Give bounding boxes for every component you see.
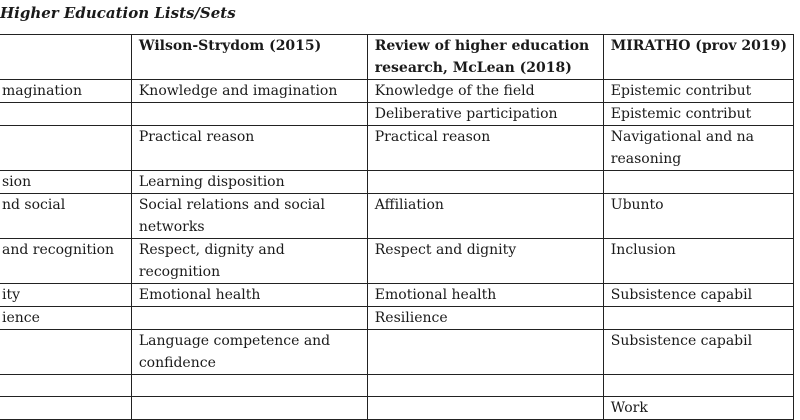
- cell-miratho: [603, 375, 793, 397]
- table-caption: Higher Education Lists/Sets: [0, 4, 236, 22]
- cell-mclean-review: Emotional health: [367, 284, 603, 307]
- cell-mclean-review: Knowledge of the field: [367, 80, 603, 103]
- cell-miratho: Inclusion: [603, 239, 793, 284]
- cell-miratho: Subsistence capabil: [603, 330, 793, 375]
- cell-mclean-review: Deliberative participation: [367, 103, 603, 126]
- table-row: [0, 330, 794, 375]
- cell-col-1: [0, 103, 131, 126]
- table-row: [0, 284, 794, 307]
- cell-mclean-review: Practical reason: [367, 126, 603, 171]
- cell-col-1: sion: [0, 171, 131, 194]
- cell-wilson-strydom: Practical reason: [131, 126, 367, 171]
- cell-wilson-strydom: [131, 375, 367, 397]
- header-mclean-review: Review of higher education research, McLean (2018): [367, 35, 603, 80]
- header-wilson-strydom: Wilson-Strydom (2015): [131, 35, 367, 80]
- cell-wilson-strydom: Language competence and confidence: [131, 330, 367, 375]
- cell-wilson-strydom: [131, 103, 367, 126]
- cell-col-1: [0, 126, 131, 171]
- cell-wilson-strydom: [131, 307, 367, 330]
- header-miratho: MIRATHO (prov 2019): [603, 35, 793, 80]
- cell-miratho: [603, 307, 793, 330]
- table-row: [0, 397, 794, 420]
- table-row: [0, 375, 794, 397]
- table-row: [0, 80, 794, 103]
- cell-miratho: Work: [603, 397, 793, 420]
- table-row: [0, 307, 794, 330]
- header-row: [0, 35, 794, 80]
- cell-wilson-strydom: Social relations and social networks: [131, 194, 367, 239]
- table-row: [0, 239, 794, 284]
- cell-wilson-strydom: Learning disposition: [131, 171, 367, 194]
- cell-col-1: [0, 330, 131, 375]
- capabilities-table: [0, 34, 794, 420]
- cell-mclean-review: [367, 330, 603, 375]
- cell-miratho: Epistemic contribut: [603, 80, 793, 103]
- table-row: [0, 194, 794, 239]
- cell-mclean-review: Respect and dignity: [367, 239, 603, 284]
- cell-col-1: nd social: [0, 194, 131, 239]
- table-row: [0, 171, 794, 194]
- cell-wilson-strydom: Emotional health: [131, 284, 367, 307]
- cell-wilson-strydom: [131, 397, 367, 420]
- cell-col-1: [0, 397, 131, 420]
- table-body: [0, 80, 794, 420]
- cell-miratho: [603, 171, 793, 194]
- table-row: [0, 126, 794, 171]
- cell-col-1: ity: [0, 284, 131, 307]
- header-col-1: [0, 35, 131, 80]
- cell-mclean-review: [367, 375, 603, 397]
- cell-miratho: Navigational and na reasoning: [603, 126, 793, 171]
- cell-mclean-review: [367, 397, 603, 420]
- cell-col-1: and recognition: [0, 239, 131, 284]
- cell-miratho: Subsistence capabil: [603, 284, 793, 307]
- cell-wilson-strydom: Respect, dignity and recognition: [131, 239, 367, 284]
- cell-miratho: Ubunto: [603, 194, 793, 239]
- cell-wilson-strydom: Knowledge and imagination: [131, 80, 367, 103]
- table-row: [0, 103, 794, 126]
- cell-mclean-review: Resilience: [367, 307, 603, 330]
- cell-col-1: magination: [0, 80, 131, 103]
- cell-miratho: Epistemic contribut: [603, 103, 793, 126]
- cell-col-1: [0, 375, 131, 397]
- cell-col-1: ience: [0, 307, 131, 330]
- cell-mclean-review: [367, 171, 603, 194]
- cell-mclean-review: Affiliation: [367, 194, 603, 239]
